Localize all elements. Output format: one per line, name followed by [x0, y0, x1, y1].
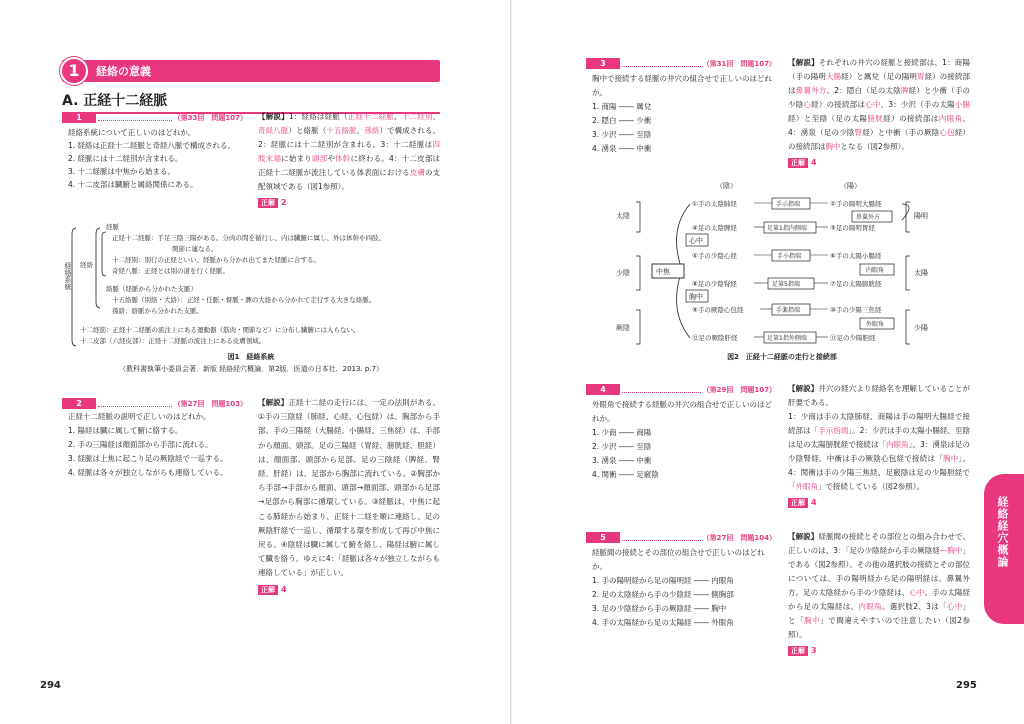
expl-highlight: ―胸中: [939, 546, 963, 555]
explanation-5: [788, 530, 970, 658]
option-3: 3. 経脈は上焦に起こり足の厥陰経で一巡する。: [68, 454, 228, 463]
option-3: 3. 少沢 ―― 至陰: [592, 130, 652, 139]
expl-text: 、4：湧泉（足の少陰: [788, 114, 971, 137]
dotted-line: [622, 61, 701, 67]
question-body-4: [592, 398, 772, 482]
connection-4: 手小指端: [777, 253, 802, 260]
expl-text: 、3：少沢（手の太陽: [880, 100, 955, 109]
answer-label: 正解: [788, 646, 808, 656]
option-1: 1. 経絡は正経十二経脈と奇経八脈で構成される。: [68, 141, 236, 150]
page-number-left: 294: [40, 680, 61, 691]
expl-text: 」。2：少沢は手の太陽小腸経、至陰は足の太陽膀胱経で接続は「: [788, 426, 971, 449]
expl-highlight: 四肢末端: [258, 140, 440, 163]
expl-text: 。手の太陽経から足の太陽経は、: [788, 588, 971, 611]
answer-row: [788, 156, 970, 170]
expl-highlight: 腎: [854, 128, 863, 137]
option-4: 4. 経脈は各々が独立しながらも連絡している。: [68, 468, 228, 477]
option-2: 2. 手の三陽経は顔面部から手部に流れる。: [68, 440, 213, 449]
fig1-line7: 十二皮部（六経皮部）：正経十二経脈の流注上にある皮膚領域。: [80, 337, 266, 345]
explanation-label: 【解説】: [788, 384, 819, 393]
expl-text: 経）と少衝（手の少陰: [788, 86, 971, 109]
expl-highlight: 心中: [909, 588, 925, 597]
option-2: 2. 経脈には十二経別が含まれる。: [68, 154, 183, 163]
question-bar-3: [586, 58, 776, 69]
expl-highlight: 奇経八脈: [258, 126, 289, 135]
answer-value: 4: [811, 498, 817, 507]
connection-7: 手薬指端: [776, 307, 801, 314]
option-2: 2. 足の太陰経から手の少陰経 ―― 側胸部: [592, 590, 734, 599]
option-4: 4. 十二皮部は臓腑と属絡関係にある。: [68, 180, 198, 189]
question-stem: 胸中で接続する経脈の井穴の組合せで正しいのはどれか。: [592, 74, 772, 97]
fig1-line1: 正経十二経脈：手足三陰三陽がある。分肉の間を循行し、内は臓腑に属し、外は体幹や四肢、: [112, 234, 385, 242]
expl-text: の支配領域である（図1参照）。: [258, 168, 441, 191]
taiyo-label: 太陽: [914, 269, 928, 277]
figure-1-caption: 図1 経絡系統: [227, 353, 275, 361]
chusho-label: 中焦: [656, 268, 670, 276]
meridian-2: ②手の陽明大腸経: [830, 200, 882, 208]
question-source: （第27回 問題104）: [702, 533, 776, 542]
dotted-line: [98, 115, 172, 121]
shoyo-label: 少陽: [914, 324, 928, 332]
expl-highlight: 内眼角: [886, 440, 909, 449]
answer-label: 正解: [788, 158, 808, 168]
expl-highlight: 十五絡脈: [326, 126, 357, 135]
option-2: 2. 少沢 ―― 至陰: [592, 442, 652, 451]
expl-highlight: 胸中: [825, 142, 841, 151]
question-body-5: [592, 546, 776, 630]
expl-text: 」。4：関衝は手の少陽三焦経、足竅陰は足の少陽胆経で「: [788, 454, 970, 491]
meridian-7: ⑦足の太陽膀胱経: [830, 280, 882, 288]
kyochu-label: 胸中: [689, 293, 703, 301]
expl-text: 」で間違えやすいので注意したい（図2参照）。: [788, 616, 971, 639]
answer-label: 正解: [258, 585, 278, 595]
yomei-label: 陽明: [914, 212, 928, 220]
answer-label: 正解: [258, 198, 278, 208]
option-3: 3. 湧泉 ―― 中衝: [592, 456, 652, 465]
expl-text: 井穴の経穴より経絡名を理解していることが肝要である。: [788, 384, 971, 407]
expl-highlight: 胸中: [943, 454, 959, 463]
figure-1-source: （教科書執筆小委員会著．新版 経絡経穴概論．第2版．医道の日本社．2013. p.7）: [118, 365, 384, 373]
question-body-1: [68, 126, 248, 191]
yin-label: （陰）: [716, 182, 737, 190]
expl-highlight: 体幹: [335, 154, 351, 163]
option-1: 1. 手の陽明経から足の陽明経 ―― 内眼角: [592, 576, 734, 585]
expl-text: に始まり: [281, 154, 312, 163]
figure-2-caption: 図2 正経十二経脈の走行と接続部: [727, 353, 837, 361]
option-4: 4. 湧泉 ―― 中衝: [592, 144, 652, 153]
fig1-raku-title: 絡脈（経脈から分かれた支脈）: [106, 285, 197, 293]
section-number: 1: [60, 57, 88, 85]
explanation-label: 【解説】: [258, 112, 289, 121]
expl-text: 経）の接続部は: [883, 114, 939, 123]
answer-value: 4: [281, 584, 287, 594]
explanation-2: [258, 396, 440, 597]
expl-text: 経）の接続部は: [811, 100, 866, 109]
connection-6: 足第5指端: [772, 281, 800, 288]
option-2: 2. 隠白 ―― 少衝: [592, 116, 652, 125]
connection-2: 鼻翼外方: [856, 214, 881, 221]
fig1-line2: 十二経別：別行の正経といい、経脈から分かれ出てまた経脈に合する。: [112, 256, 320, 264]
connection-8: 外眼角: [866, 321, 885, 328]
shoin-label: 少陰: [616, 269, 630, 277]
expl-highlight: 心中: [946, 602, 963, 611]
option-3: 3. 十二経脈は中焦から始まる。: [68, 167, 176, 176]
answer-label: 正解: [788, 498, 808, 508]
expl-highlight: 内眼角: [858, 602, 882, 611]
expl-text: 経）の接続部は: [788, 128, 971, 151]
fig1-line6: 十二経筋：正経十二経脈の流注上にある運動器（筋肉・関節など）に分布し臓腑には入らない。: [80, 326, 360, 334]
expl-highlight: 胸中: [804, 616, 821, 625]
yang-label: （陽）: [840, 182, 861, 190]
question-source: （第31回 問題107）: [702, 59, 776, 68]
expl-text: 経）と中衝（手の厥陰: [862, 128, 940, 137]
expl-text: や: [327, 154, 336, 163]
connection-5: 内眼角: [866, 267, 885, 274]
side-tab-label: 経絡経穴概論: [996, 496, 1009, 568]
question-body-2: [68, 410, 244, 480]
question-bar-1: [62, 112, 247, 123]
explanation-label: 【解説】: [788, 58, 819, 67]
dotted-line: [622, 535, 701, 541]
option-4: 4. 手の太陽経から足の太陽経 ―― 外眼角: [592, 618, 734, 627]
meridian-12: ⑫足の厥陰肝経: [692, 334, 738, 342]
meridian-1: ①手の太陰肺経: [692, 200, 737, 208]
expl-highlight: 内眼角: [938, 114, 963, 123]
expl-text: 経）と至陰（足の太陽: [788, 114, 868, 123]
meridian-6: ⑥手の太陽小腸経: [830, 252, 882, 260]
expl-text: 、: [356, 126, 365, 135]
explanation-label: 【解説】: [258, 398, 289, 407]
answer-row: [788, 644, 970, 658]
question-stem: 経絡系統について正しいのはどれか。: [68, 128, 196, 137]
fig1-root: 経絡系統: [64, 262, 72, 290]
fig1-line4: 十五絡脈（別絡・大絡）：正経・任脈・督脈・脾の大絡から分かれて走行する大きな絡脈。: [112, 296, 376, 304]
fig1-keimyaku: 経脈: [106, 223, 119, 231]
expl-highlight: 心中: [865, 100, 881, 109]
expl-text: 、: [393, 112, 402, 121]
expl-highlight: 心包: [939, 128, 955, 137]
question-number: 2: [62, 398, 96, 409]
subsection-title: A. 正経十二経脈: [62, 90, 440, 114]
expl-text: 正経十二経の走行には、一定の法則がある。①手の三陰経（肺経、心経、心包経）は、胸部から手部。手の三陽経（大腸経、小腸経、三焦経）は、手部から顔面、頭部。足の三陽経（胃経、膀胱経、胆経）は、顔面部、頭部から足部。足の三陰経（脾経、腎経、肝経）は、足部から胸部に流れている。②胸部から手部→手部から顔面、頭部→顔面部、頭部から足部→足部から胸部に循環している。③経脈は、中焦に起こる肺経から始まり、正経十二経を順に連絡し、足の厥陰肝経で一巡し、循環する環を形成して再び中焦に戻る。④陰経は臓に属して腑を絡し、陽経は腑に属して臓を絡う。ゆえに4：「経脈は各々が独立しながらも連絡している」が正しい。: [258, 398, 441, 578]
fig1-line1b: 関節に連なる。: [172, 245, 218, 253]
expl-highlight: 十二経別: [401, 112, 433, 121]
expl-text: に終わる。4：十二皮部は正経十二経脈が流注している体表面における: [258, 154, 441, 177]
explanation-4: [788, 382, 970, 510]
expl-text: 経）と厲兌（足の陽明: [841, 72, 917, 81]
question-source: （第29回 問題107）: [702, 385, 776, 394]
expl-text: 。選択肢2、3は「: [881, 602, 947, 611]
section-title: 経絡の意義: [96, 65, 151, 78]
figure-2-diagram: [612, 180, 952, 350]
ketsuin-label: 厥陰: [616, 324, 630, 332]
meridian-5: ⑤手の少陰心経: [692, 252, 737, 260]
meridian-8: ⑧足の少陰腎経: [692, 280, 737, 288]
connection-1: 手示指端: [776, 201, 801, 208]
expl-highlight: 皮膚: [409, 168, 425, 177]
expl-highlight: 外眼角: [795, 482, 818, 491]
option-1: 1. 商陽 ―― 厲兌: [592, 102, 652, 111]
expl-text: 経）の接続部は: [788, 72, 971, 95]
meridian-11: ⑪足の少陽胆経: [830, 334, 876, 342]
expl-highlight: 胃: [917, 72, 925, 81]
fig1-line5: 孫絡：絡脈から分かれた支脈。: [112, 307, 203, 315]
expl-text: ）で構成される。2：経脈には十二経別が含まれる。3：十二経脈は: [258, 126, 441, 149]
expl-highlight: 脾: [900, 86, 909, 95]
expl-text: 1：経絡は経脈（: [288, 112, 348, 121]
answer-row: [788, 496, 970, 510]
meridian-10: ⑩手の少陽三焦経: [830, 306, 882, 314]
expl-text: 」と「: [788, 602, 971, 625]
explanation-1: [258, 110, 440, 210]
answer-row: [258, 583, 440, 597]
meridian-9: ⑨手の厥陰心包経: [692, 306, 744, 314]
expl-highlight: 孫絡: [364, 126, 380, 135]
expl-text: 、2：隠白（足の太陰: [826, 86, 901, 95]
meridian-4: ④足の太陰脾経: [692, 224, 737, 232]
fig1-branch: 経絡: [80, 261, 93, 269]
connection-3: 足第1指内側端: [767, 225, 807, 232]
explanation-label: 【解説】: [788, 532, 819, 541]
expl-highlight: 大腸: [825, 72, 842, 81]
dotted-line: [98, 401, 172, 407]
question-bar-4: [586, 384, 776, 395]
expl-highlight: 心: [803, 100, 812, 109]
question-number: 3: [586, 58, 620, 69]
option-1: 1. 陽経は臓に属して腑に絡する。: [68, 426, 183, 435]
answer-value: 2: [281, 198, 287, 207]
option-1: 1. 少商 ―― 商陽: [592, 428, 652, 437]
right-page: [512, 0, 1024, 724]
option-3: 3. 足の少陰経から手の厥陰経 ―― 胸中: [592, 604, 727, 613]
shinchu-label: 心中: [689, 237, 703, 245]
expl-highlight: 手示指端: [818, 426, 849, 435]
option-4: 4. 関衝 ―― 足竅陰: [592, 470, 659, 479]
answer-value: 3: [811, 646, 817, 655]
question-number: 4: [586, 384, 620, 395]
answer-row: [258, 196, 440, 210]
question-source: （第27回 問題103）: [173, 399, 247, 408]
figure-1-meridian-system: [62, 222, 440, 387]
expl-highlight: 頭部: [311, 154, 328, 163]
expl-text: 経脈間の接続とその部位との組み合わせで、正しいのは、3：「足の少陰経から手の厥陰経: [788, 532, 970, 555]
question-bar-5: [586, 532, 776, 543]
question-stem: 経脈間の接続とその部位の組合せで正しいのはどれか。: [592, 548, 765, 571]
expl-highlight: 正経十二経脈: [347, 112, 394, 121]
question-number: 1: [62, 112, 96, 123]
question-number: 5: [586, 532, 620, 543]
expl-text: それぞれの井穴の経脈と接続部は、1：商陽（手の陽明: [788, 58, 970, 81]
page-number-right: 295: [956, 680, 977, 691]
expl-highlight: 鼻翼外方: [795, 86, 827, 95]
expl-highlight: 小腸: [954, 100, 971, 109]
expl-text: ）と絡脈（: [288, 126, 327, 135]
question-stem: 正経十二経脈の説明で正しいのはどれか。: [68, 412, 211, 421]
expl-text: 」である（図2参照）。その他の選択肢の接続とその部位については、手の陽明経から足の陽明経は、鼻翼外方。足の太陰経から手の少陰経は、: [788, 546, 970, 597]
question-body-3: [592, 72, 772, 156]
question-source: （第33回 問題107）: [173, 113, 247, 122]
expl-highlight: 膀胱: [867, 114, 884, 123]
taiin-label: 太陰: [616, 212, 630, 220]
meridian-3: ③足の陽明胃経: [830, 224, 875, 232]
expl-text: 」で接続している（図2参照）。: [818, 482, 925, 491]
fig1-line3: 奇経八脈：正経とは別の道を行く経脈。: [112, 267, 229, 275]
expl-text: 1：少商は手の太陰肺経、商陽は手の陽明大腸経で接続部は「: [788, 412, 970, 435]
expl-text: 」。3：湧泉は足の少陰腎経、中衝は手の厥陰心包経で接続は「: [788, 440, 971, 463]
answer-value: 4: [811, 158, 817, 167]
connection-9: 足第1指外側端: [767, 335, 807, 342]
question-bar-2: [62, 398, 247, 409]
question-stem: 外眼角で接続する経脈の井穴の組合せで正しいのはどれか。: [592, 400, 772, 423]
explanation-3: [788, 56, 970, 170]
dotted-line: [622, 387, 701, 393]
expl-text: となる（図2参照）。: [840, 142, 910, 151]
expl-text: 、: [432, 112, 441, 121]
